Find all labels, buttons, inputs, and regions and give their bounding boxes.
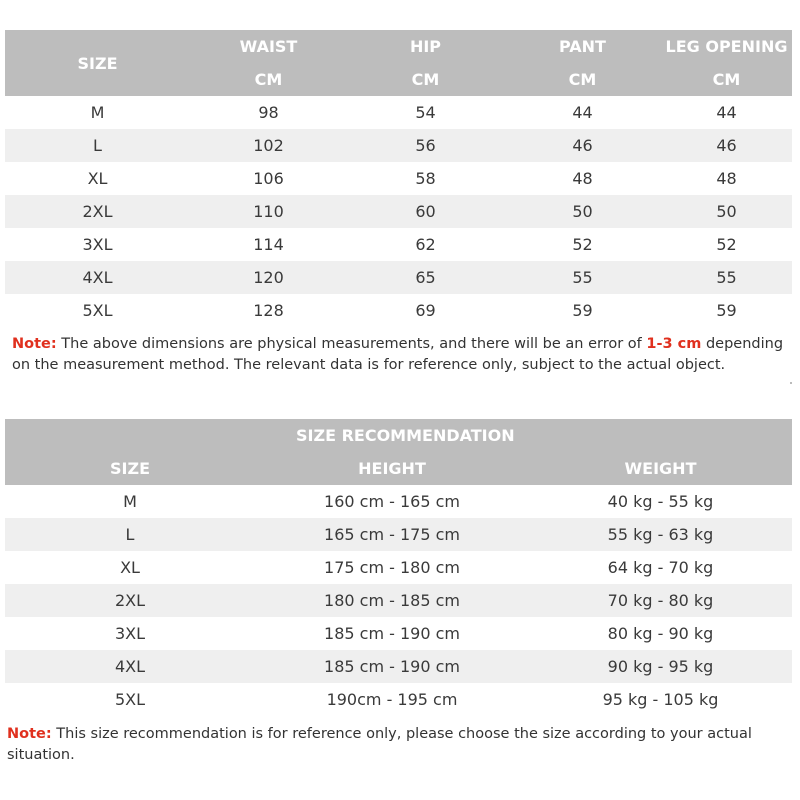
size-recommendation-table bbox=[5, 419, 792, 716]
table-row bbox=[5, 584, 792, 617]
header-weight: WEIGHT bbox=[624, 459, 697, 478]
size-chart-header bbox=[5, 30, 792, 96]
pant-cell: 44 bbox=[572, 103, 593, 122]
hip-cell: 60 bbox=[415, 202, 436, 221]
divider-dot bbox=[790, 382, 792, 384]
waist-cell: 120 bbox=[253, 268, 284, 287]
waist-cell: 98 bbox=[258, 103, 279, 122]
header-waist: WAIST CM bbox=[239, 37, 298, 89]
weight-cell: 70 kg - 80 kg bbox=[607, 591, 714, 610]
waist-cell: 110 bbox=[253, 202, 284, 221]
note-highlight: 1-3 cm bbox=[646, 336, 702, 352]
note-text: This size recommendation is for reference only, please choose the size according to your actual situation. bbox=[7, 726, 752, 763]
table-row bbox=[5, 551, 792, 584]
size-cell: 3XL bbox=[114, 624, 146, 643]
table-row bbox=[5, 195, 792, 228]
size-cell: M bbox=[123, 492, 137, 511]
table-row bbox=[5, 683, 792, 716]
pant-cell: 48 bbox=[572, 169, 593, 188]
recommendation-header bbox=[5, 419, 792, 485]
leg-opening-cell: 44 bbox=[716, 103, 737, 122]
hip-cell: 58 bbox=[415, 169, 436, 188]
table-row bbox=[5, 129, 792, 162]
size-cell: 4XL bbox=[82, 268, 113, 287]
table-row bbox=[5, 485, 792, 518]
weight-cell: 95 kg - 105 kg bbox=[602, 690, 719, 709]
pant-cell: 59 bbox=[572, 301, 593, 320]
header-size: SIZE bbox=[77, 53, 118, 73]
note-label: Note: bbox=[12, 336, 57, 352]
pant-cell: 46 bbox=[572, 136, 593, 155]
recommendation-title: SIZE RECOMMENDATION bbox=[296, 426, 515, 445]
height-cell: 185 cm - 190 cm bbox=[324, 657, 460, 676]
hip-cell: 65 bbox=[415, 268, 436, 287]
weight-cell: 80 kg - 90 kg bbox=[607, 624, 714, 643]
weight-cell: 90 kg - 95 kg bbox=[607, 657, 714, 676]
table-row bbox=[5, 518, 792, 551]
header-hip: HIP CM bbox=[409, 37, 442, 89]
leg-opening-cell: 46 bbox=[716, 136, 737, 155]
waist-cell: 114 bbox=[253, 235, 284, 254]
weight-cell: 40 kg - 55 kg bbox=[607, 492, 714, 511]
note-text: The above dimensions are physical measurements, and there will be an error of bbox=[56, 336, 647, 352]
waist-cell: 102 bbox=[253, 136, 284, 155]
height-cell: 160 cm - 165 cm bbox=[324, 492, 460, 511]
table-row bbox=[5, 96, 792, 129]
size-cell: 5XL bbox=[82, 301, 113, 320]
size-cell: L bbox=[93, 136, 102, 155]
measurement-note bbox=[12, 334, 794, 376]
table-row bbox=[5, 294, 792, 327]
height-cell: 190cm - 195 cm bbox=[326, 690, 458, 709]
pant-cell: 50 bbox=[572, 202, 593, 221]
table-row bbox=[5, 261, 792, 294]
size-cell: 3XL bbox=[82, 235, 113, 254]
size-cell: 2XL bbox=[114, 591, 146, 610]
weight-cell: 55 kg - 63 kg bbox=[607, 525, 714, 544]
leg-opening-cell: 52 bbox=[716, 235, 737, 254]
table-row bbox=[5, 228, 792, 261]
leg-opening-cell: 55 bbox=[716, 268, 737, 287]
header-height: HEIGHT bbox=[358, 459, 426, 478]
size-cell: M bbox=[90, 103, 105, 122]
size-cell: 4XL bbox=[114, 657, 146, 676]
table-row bbox=[5, 650, 792, 683]
waist-cell: 128 bbox=[253, 301, 284, 320]
leg-opening-cell: 48 bbox=[716, 169, 737, 188]
height-cell: 180 cm - 185 cm bbox=[324, 591, 460, 610]
note-text: depending on the measurement method. The relevant data is for reference only, subject to the actual object. bbox=[12, 336, 784, 373]
table-row bbox=[5, 162, 792, 195]
size-chart-table bbox=[5, 30, 792, 327]
leg-opening-cell: 50 bbox=[716, 202, 737, 221]
hip-cell: 54 bbox=[415, 103, 436, 122]
size-cell: L bbox=[125, 525, 135, 544]
size-cell: 2XL bbox=[82, 202, 113, 221]
pant-cell: 52 bbox=[572, 235, 593, 254]
header-size: SIZE bbox=[109, 459, 150, 478]
size-cell: XL bbox=[120, 558, 140, 577]
header-leg-opening: LEG OPENING CM bbox=[665, 37, 788, 89]
pant-cell: 55 bbox=[572, 268, 593, 287]
size-cell: 5XL bbox=[114, 690, 146, 709]
recommendation-column-headers bbox=[5, 452, 792, 485]
weight-cell: 64 kg - 70 kg bbox=[607, 558, 714, 577]
hip-cell: 56 bbox=[415, 136, 436, 155]
size-cell: XL bbox=[87, 169, 108, 188]
height-cell: 165 cm - 175 cm bbox=[324, 525, 460, 544]
leg-opening-cell: 59 bbox=[716, 301, 737, 320]
hip-cell: 69 bbox=[415, 301, 436, 320]
recommendation-note bbox=[7, 724, 787, 766]
table-row bbox=[5, 617, 792, 650]
header-pant: PANT CM bbox=[559, 37, 606, 89]
height-cell: 175 cm - 180 cm bbox=[324, 558, 460, 577]
height-cell: 185 cm - 190 cm bbox=[324, 624, 460, 643]
hip-cell: 62 bbox=[415, 235, 436, 254]
waist-cell: 106 bbox=[253, 169, 284, 188]
note-label: Note: bbox=[7, 726, 52, 742]
